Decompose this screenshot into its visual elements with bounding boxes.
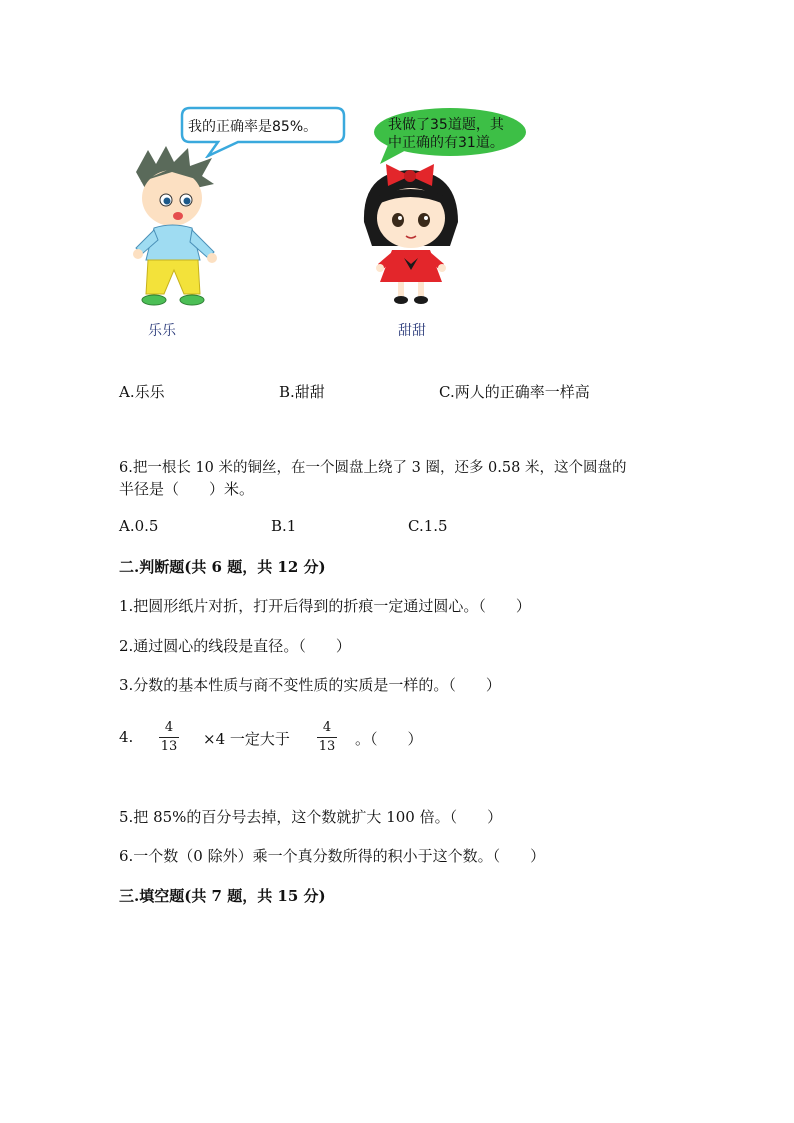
judge-q2: 2.通过圆心的线段是直径。（ ） (119, 637, 351, 655)
boy-character (126, 142, 222, 312)
fraction-numerator: 4 (164, 720, 174, 735)
q6-option-c: C.1.5 (408, 517, 448, 535)
q5-option-b: B.甜甜 (279, 383, 325, 401)
boy-name-caption: 乐乐 (148, 323, 176, 339)
girl-character (358, 160, 464, 308)
judge-q5: 5.把 85%的百分号去掉，这个数就扩大 100 倍。（ ） (119, 808, 503, 826)
girl-cartoon-icon (358, 160, 464, 308)
girl-name-caption: 甜甜 (398, 323, 426, 339)
judge-q4-number: 4. (119, 728, 134, 746)
judge-q3: 3.分数的基本性质与商不变性质的实质是一样的。（ ） (119, 676, 501, 694)
fraction-denominator: 13 (160, 739, 178, 754)
q5-option-a: A.乐乐 (119, 383, 165, 401)
section2-title: 二.判断题(共 6 题，共 12 分) (119, 558, 326, 576)
fraction-bar (317, 737, 337, 738)
fraction-denominator: 13 (318, 739, 336, 754)
q6-option-b: B.1 (271, 517, 297, 535)
boy-cartoon-icon (126, 142, 222, 312)
judge-q4-fraction-1 (159, 721, 179, 754)
fraction-numerator: 4 (322, 720, 332, 735)
girl-bubble-line1: 我做了35道题，其 (388, 117, 504, 133)
judge-q4-middle: ×4 一定大于 (203, 730, 290, 748)
section3-title: 三.填空题(共 7 题，共 15 分) (119, 887, 326, 905)
fraction-bar (159, 737, 179, 738)
q6-text-line1: 6.把一根长 10 米的铜丝，在一个圆盘上绕了 3 圈，还多 0.58 米，这个圆盘的 (119, 460, 627, 476)
boy-bubble-text: 我的正确率是85%。 (188, 119, 318, 135)
q5-option-c: C.两人的正确率一样高 (439, 383, 590, 401)
judge-q4-fraction-2 (317, 721, 337, 754)
q6-text-line2: 半径是（ ）米。 (119, 480, 255, 498)
q6-option-a: A.0.5 (119, 517, 159, 535)
judge-q4-tail: 。（ ） (355, 730, 423, 748)
judge-q1: 1.把圆形纸片对折，打开后得到的折痕一定通过圆心。（ ） (119, 597, 531, 615)
judge-q6: 6.一个数（0 除外）乘一个真分数所得的积小于这个数。（ ） (119, 847, 546, 865)
girl-speech-bubble (370, 106, 530, 168)
girl-bubble-line2: 中正确的有31道。 (388, 135, 504, 151)
